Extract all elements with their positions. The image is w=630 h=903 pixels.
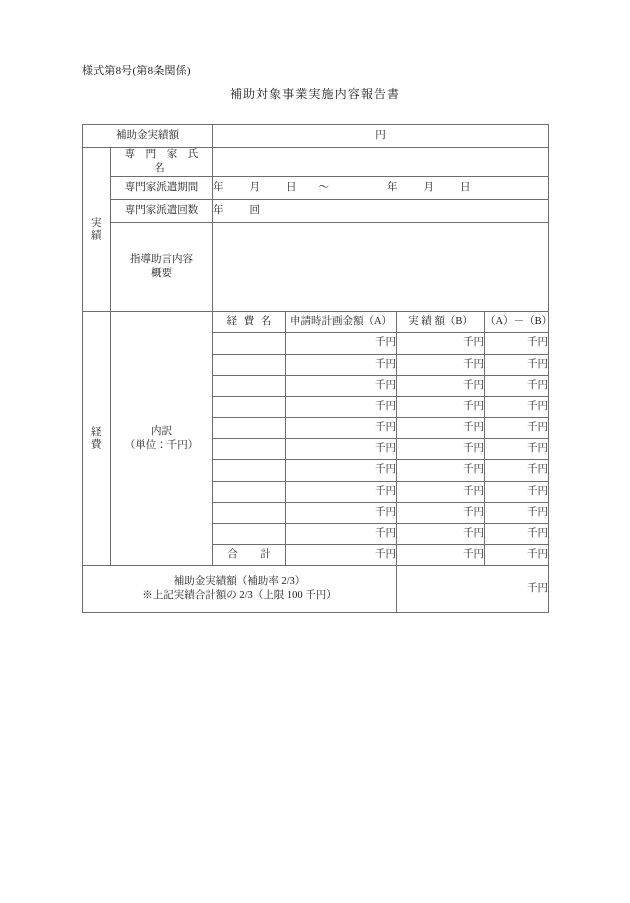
cell-expense-name[interactable] (213, 502, 286, 523)
section-label-expense (83, 312, 111, 566)
subsidy-amount-label: 補助金実績額 (83, 125, 213, 148)
page-title: 補助対象事業実施内容報告書 (229, 87, 401, 101)
cell-actual-amount[interactable]: 千円 (397, 439, 485, 460)
expert-name-value[interactable] (213, 148, 549, 177)
column-header-planned-amount: 申請時計画金額（A） (286, 312, 397, 333)
cell-actual-amount[interactable]: 千円 (397, 396, 485, 417)
cell-planned-amount[interactable]: 千円 (286, 396, 397, 417)
report-form-table (82, 124, 553, 613)
breakdown-label (111, 312, 213, 566)
form-number: 様式第8号(第8条関係) (82, 65, 191, 77)
period-end-day: 日 (460, 182, 471, 194)
dispatch-count-label: 専門家派遣回数 (111, 200, 213, 223)
cell-expense-name[interactable] (213, 481, 286, 502)
column-header-expense-name: 経 費 名 (213, 312, 286, 333)
breakdown-label-line1: 内訳 (151, 425, 172, 437)
cell-actual-amount[interactable]: 千円 (397, 375, 485, 396)
advice-summary-label (111, 223, 213, 312)
advice-summary-value[interactable] (213, 223, 549, 312)
table-row-footer-summary (83, 566, 549, 613)
footer-summary-line2: ※上記実績合計額の 2/3（上限 100 千円） (142, 590, 337, 602)
total-actual-amount[interactable]: 千円 (397, 545, 485, 566)
table-row-advice-summary (83, 223, 549, 312)
cell-expense-name[interactable] (213, 460, 286, 481)
period-tilde: ～ (318, 182, 329, 194)
cell-expense-name[interactable] (213, 439, 286, 460)
table-row-expert-name (83, 148, 549, 177)
cell-difference[interactable]: 千円 (485, 396, 549, 417)
table-row-dispatch-count (83, 200, 549, 223)
cell-difference[interactable]: 千円 (485, 418, 549, 439)
cell-actual-amount[interactable]: 千円 (397, 333, 485, 354)
table-row-subsidy-amount (83, 125, 549, 148)
advice-summary-label-line2: 概要 (151, 268, 172, 280)
section-label-results-text: 実績 (89, 217, 101, 243)
cell-difference[interactable]: 千円 (485, 460, 549, 481)
cell-difference[interactable]: 千円 (485, 481, 549, 502)
cell-expense-name[interactable] (213, 333, 286, 354)
table-row-dispatch-period (83, 177, 549, 200)
footer-summary-value[interactable]: 千円 (397, 566, 549, 613)
column-header-actual-amount: 実 績 額（B） (397, 312, 485, 333)
period-start-day: 日 (286, 182, 297, 194)
cell-actual-amount[interactable]: 千円 (397, 524, 485, 545)
footer-summary-label (83, 566, 397, 613)
section-label-expense-text: 経費 (89, 426, 101, 452)
total-planned-amount[interactable]: 千円 (286, 545, 397, 566)
dispatch-count-value[interactable] (213, 200, 549, 223)
total-difference[interactable]: 千円 (485, 545, 549, 566)
cell-planned-amount[interactable]: 千円 (286, 524, 397, 545)
cell-expense-name[interactable] (213, 354, 286, 375)
cell-planned-amount[interactable]: 千円 (286, 354, 397, 375)
total-label: 合 計 (213, 545, 286, 566)
cell-actual-amount[interactable]: 千円 (397, 418, 485, 439)
cell-actual-amount[interactable]: 千円 (397, 460, 485, 481)
count-year: 年 (213, 205, 224, 217)
cell-difference[interactable]: 千円 (485, 439, 549, 460)
cell-difference[interactable]: 千円 (485, 375, 549, 396)
cell-planned-amount[interactable]: 千円 (286, 418, 397, 439)
subsidy-amount-unit[interactable]: 円 (213, 125, 549, 148)
advice-summary-label-line1: 指導助言内容 (130, 254, 193, 266)
dispatch-period-label: 専門家派遣期間 (111, 177, 213, 200)
period-start-year: 年 (213, 182, 224, 194)
expert-name-label: 専 門 家 氏 名 (111, 148, 213, 177)
cell-actual-amount[interactable]: 千円 (397, 354, 485, 375)
cell-planned-amount[interactable]: 千円 (286, 481, 397, 502)
period-end-month: 月 (423, 182, 434, 194)
column-header-difference: （A）－（B） (485, 312, 549, 333)
footer-summary-line1: 補助金実績額（補助率 2/3） (173, 576, 306, 588)
cell-planned-amount[interactable]: 千円 (286, 502, 397, 523)
cell-planned-amount[interactable]: 千円 (286, 439, 397, 460)
cell-expense-name[interactable] (213, 396, 286, 417)
cell-difference[interactable]: 千円 (485, 333, 549, 354)
cell-difference[interactable]: 千円 (485, 524, 549, 545)
cell-expense-name[interactable] (213, 418, 286, 439)
cell-difference[interactable]: 千円 (485, 354, 549, 375)
section-label-results (83, 148, 111, 312)
cell-planned-amount[interactable]: 千円 (286, 375, 397, 396)
table-row-breakdown-header (83, 312, 549, 333)
count-times: 回 (249, 205, 260, 217)
period-start-month: 月 (249, 182, 260, 194)
cell-planned-amount[interactable]: 千円 (286, 333, 397, 354)
cell-actual-amount[interactable]: 千円 (397, 481, 485, 502)
cell-expense-name[interactable] (213, 375, 286, 396)
period-end-year: 年 (387, 182, 398, 194)
dispatch-period-value[interactable] (213, 177, 549, 200)
breakdown-label-line2: （単位：千円） (124, 439, 199, 451)
cell-planned-amount[interactable]: 千円 (286, 460, 397, 481)
cell-difference[interactable]: 千円 (485, 502, 549, 523)
cell-expense-name[interactable] (213, 524, 286, 545)
cell-actual-amount[interactable]: 千円 (397, 502, 485, 523)
